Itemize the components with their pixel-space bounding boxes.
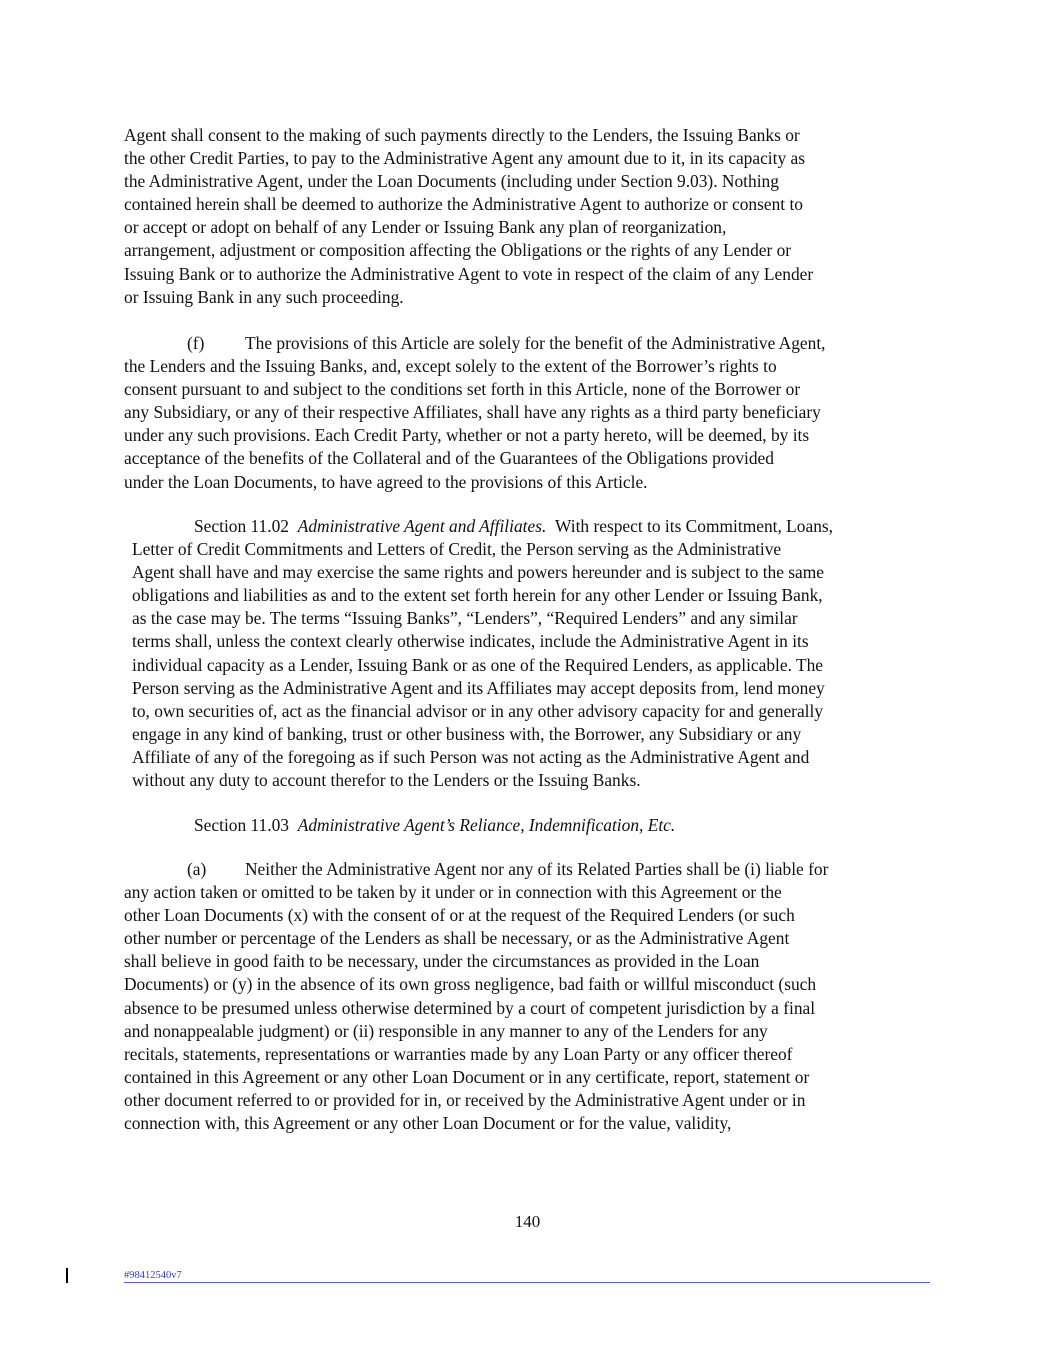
text-line: consent pursuant to and subject to the conditions set forth in this Article, none of the Borrower or: [124, 379, 801, 400]
text-line: or accept or adopt on behalf of any Lender or Issuing Bank any plan of reorganization,: [124, 217, 727, 238]
document-id: #98412540v7: [124, 1270, 182, 1281]
text-line: acceptance of the benefits of the Collateral and of the Guarantees of the Obligations provided: [124, 448, 774, 469]
text-fragment: With respect to its Commitment, Loans,: [555, 516, 834, 536]
text-line: [124, 332, 932, 355]
text-line: Agent shall consent to the making of such payments directly to the Lenders, the Issuing Banks or: [124, 125, 800, 145]
text-line: absence to be presumed unless otherwise determined by a court of competent jurisdiction by a final: [124, 997, 816, 1018]
text-line: any Subsidiary, or any of their respective Affiliates, shall have any rights as a third party beneficiary: [124, 402, 821, 423]
paragraph-marker: (a): [187, 859, 207, 879]
text-line: [124, 814, 932, 837]
text-line: other number or percentage of the Lenders as shall be necessary, or as the Administrative Agent: [124, 928, 790, 949]
text-line: Issuing Bank or to authorize the Administrative Agent to vote in respect of the claim of any Lender: [124, 263, 814, 284]
text-line: any action taken or omitted to be taken by it under or in connection with this Agreement or the: [124, 882, 782, 903]
text-line: under the Loan Documents, to have agreed to the provisions of this Article.: [124, 471, 648, 492]
text-line: shall believe in good faith to be necessary, under the circumstances as provided in the Loan: [124, 951, 760, 972]
text-line: other Loan Documents (x) with the consent of or at the request of the Required Lenders (or such: [124, 905, 795, 926]
text-line: other document referred to or provided for in, or received by the Administrative Agent under or in: [124, 1089, 806, 1110]
text-fragment: Neither the Administrative Agent nor any of its Related Parties shall be (i) liable for: [245, 859, 829, 879]
text-line: Agent shall have and may exercise the same rights and powers hereunder and is subject to the same: [132, 562, 825, 583]
text-line: to, own securities of, act as the financial advisor or in any other advisory capacity for and generally: [132, 700, 824, 721]
text-line: engage in any kind of banking, trust or other business with, the Borrower, any Subsidiary or any: [132, 723, 802, 744]
text-line: the Administrative Agent, under the Loan Documents (including under Section 9.03). Nothing: [124, 171, 779, 192]
section-number: Section 11.02: [194, 516, 289, 536]
text-line: the other Credit Parties, to pay to the Administrative Agent any amount due to it, in its capacity as: [124, 148, 805, 169]
paragraph-f: [124, 332, 932, 494]
text-line: Letter of Credit Commitments and Letters of Credit, the Person serving as the Administrative: [132, 539, 782, 560]
text-line: connection with, this Agreement or any other Loan Document or for the value, validity,: [124, 1113, 732, 1134]
text-line: [132, 515, 940, 538]
text-line: under any such provisions. Each Credit Party, whether or not a party hereto, will be deemed, by its: [124, 425, 810, 446]
paragraph-a: [124, 858, 932, 1135]
text-line: contained in this Agreement or any other Loan Document or in any certificate, report, statement or: [124, 1066, 810, 1087]
text-line: Documents) or (y) in the absence of its own gross negligence, bad faith or willful misconduct (such: [124, 974, 817, 995]
section-11-02: [132, 515, 940, 792]
text-line: or Issuing Bank in any such proceeding.: [124, 286, 404, 307]
text-line: obligations and liabilities as and to the extent set forth herein for any other Lender or Issuing Bank,: [132, 585, 823, 606]
text-fragment: The provisions of this Article are solely for the benefit of the Administrative Agent,: [245, 333, 826, 353]
text-line: [124, 858, 932, 881]
text-line: arrangement, adjustment or composition affecting the Obligations or the rights of any Lender or: [124, 240, 792, 261]
change-bar: [66, 1268, 68, 1283]
paragraph-continuation: [124, 124, 932, 309]
section-title: Administrative Agent and Affiliates.: [297, 516, 547, 536]
footer-rule: [124, 1282, 930, 1283]
section-number: Section 11.03: [194, 815, 289, 835]
text-line: as the case may be. The terms “Issuing Banks”, “Lenders”, “Required Lenders” and any similar: [132, 608, 798, 629]
paragraph-marker: (f): [187, 333, 205, 353]
text-line: Person serving as the Administrative Agent and its Affiliates may accept deposits from, lend money: [132, 677, 825, 698]
text-line: individual capacity as a Lender, Issuing Bank or as one of the Required Lenders, as applicable. The: [132, 654, 823, 675]
text-line: contained herein shall be deemed to authorize the Administrative Agent to authorize or consent to: [124, 194, 803, 215]
section-title: Administrative Agent’s Reliance, Indemnification, Etc.: [297, 815, 676, 835]
text-line: without any duty to account therefor to the Lenders or the Issuing Banks.: [132, 770, 641, 791]
text-line: Affiliate of any of the foregoing as if such Person was not acting as the Administrative Agent and: [132, 746, 810, 767]
text-line: recitals, statements, representations or warranties made by any Loan Party or any officer thereof: [124, 1043, 793, 1064]
text-line: terms shall, unless the context clearly otherwise indicates, include the Administrative Agent in its: [132, 631, 809, 652]
text-line: the Lenders and the Issuing Banks, and, except solely to the extent of the Borrower’s rights to: [124, 356, 777, 377]
text-line: and nonappealable judgment) or (ii) responsible in any manner to any of the Lenders for any: [124, 1020, 768, 1041]
section-11-03-heading: [124, 814, 932, 837]
page-number: 140: [514, 1212, 541, 1231]
